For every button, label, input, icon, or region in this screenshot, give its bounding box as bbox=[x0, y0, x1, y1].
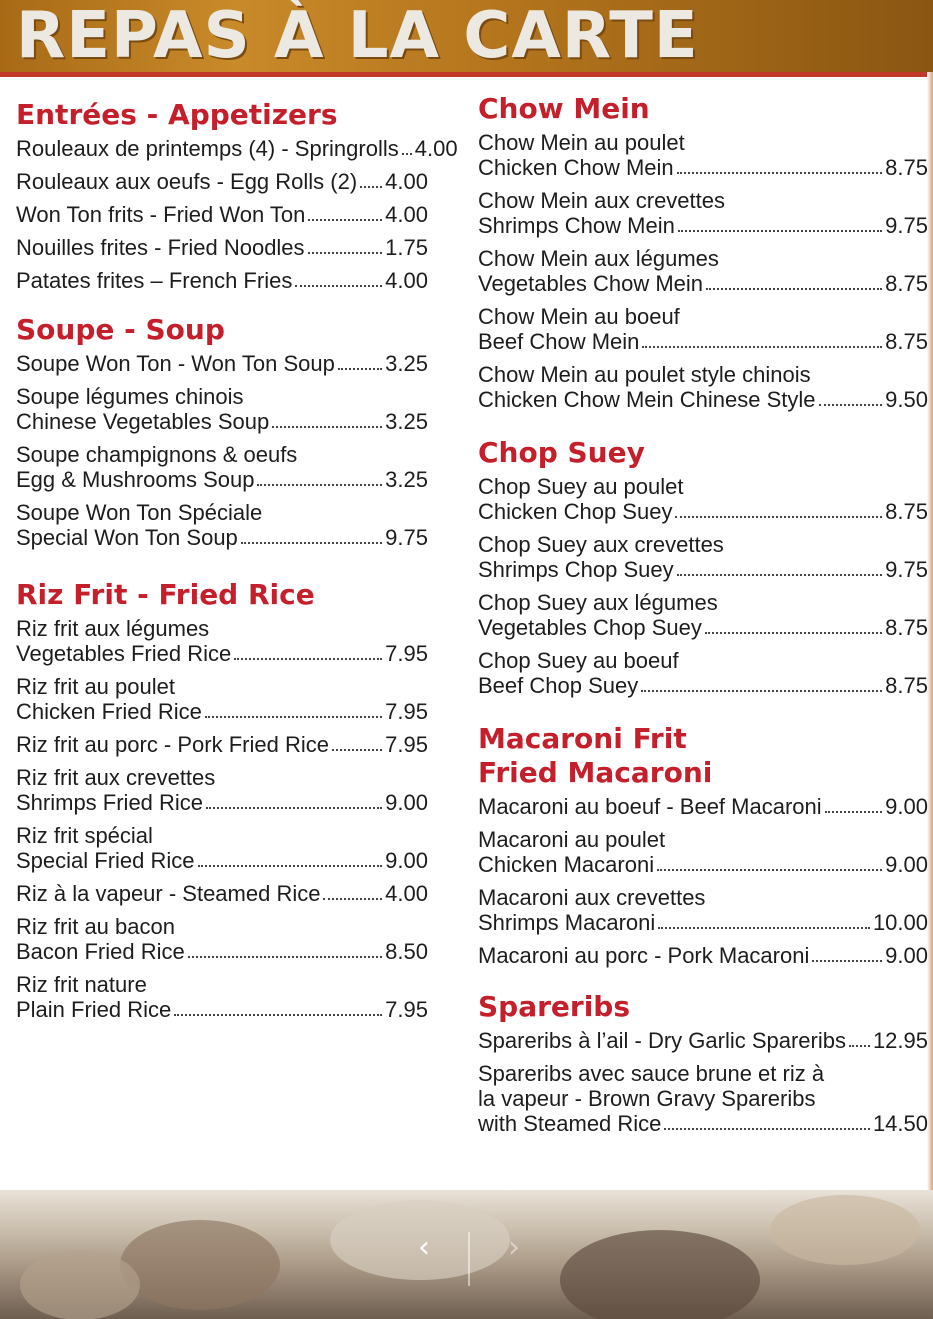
leader-dots bbox=[658, 927, 870, 929]
item-name: Shrimps Macaroni bbox=[478, 910, 656, 935]
item-name-french: Chow Mein aux crevettes bbox=[478, 188, 725, 213]
leader-dots bbox=[849, 1045, 870, 1047]
item-name: Rouleaux de printemps (4) - Springrolls bbox=[16, 136, 399, 161]
item-price: 4.00 bbox=[385, 169, 428, 194]
leader-dots bbox=[677, 574, 883, 576]
item-name: Vegetables Chow Mein bbox=[478, 271, 704, 296]
item-name: Chicken Chow Mein bbox=[478, 155, 674, 180]
leader-dots bbox=[677, 172, 883, 174]
leader-dots bbox=[819, 404, 883, 406]
menu-item bbox=[16, 765, 428, 815]
item-name: Chicken Chop Suey bbox=[478, 499, 673, 524]
menu-item bbox=[478, 246, 928, 296]
item-price: 9.00 bbox=[385, 848, 428, 873]
menu-item bbox=[16, 136, 458, 161]
leader-dots bbox=[205, 716, 382, 718]
menu-item bbox=[16, 268, 428, 293]
left-column bbox=[16, 98, 458, 1042]
item-name-french: Riz frit spécial bbox=[16, 823, 153, 848]
section-title-fried-rice: Riz Frit - Fried Rice bbox=[16, 578, 315, 611]
menu-item bbox=[16, 169, 428, 194]
item-price: 8.75 bbox=[885, 499, 928, 524]
menu-item bbox=[478, 362, 928, 412]
item-price: 8.75 bbox=[885, 271, 928, 296]
menu-item bbox=[478, 794, 928, 819]
item-price: 9.75 bbox=[885, 213, 928, 238]
item-name: Plain Fried Rice bbox=[16, 997, 172, 1022]
item-name-french: Chow Mein au boeuf bbox=[478, 304, 680, 329]
section-soup bbox=[16, 313, 428, 550]
item-price: 7.95 bbox=[385, 997, 428, 1022]
leader-dots bbox=[198, 865, 383, 867]
menu-item bbox=[16, 823, 428, 873]
leader-dots bbox=[206, 807, 382, 809]
item-price: 10.00 bbox=[872, 910, 928, 935]
item-price: 9.00 bbox=[885, 794, 928, 819]
page-title: REPAS À LA CARTE bbox=[16, 0, 699, 73]
item-price: 8.50 bbox=[385, 939, 428, 964]
item-name: Nouilles frites - Fried Noodles bbox=[16, 235, 305, 260]
item-price: 3.25 bbox=[385, 467, 428, 492]
item-name-french: Chop Suey au poulet bbox=[478, 474, 684, 499]
leader-dots bbox=[308, 219, 382, 221]
leader-dots bbox=[308, 252, 383, 254]
item-name: Beef Chop Suey bbox=[478, 673, 639, 698]
item-name: Special Fried Rice bbox=[16, 848, 195, 873]
item-name: with Steamed Rice bbox=[478, 1111, 662, 1136]
right-column bbox=[478, 92, 928, 1156]
item-price: 9.75 bbox=[885, 557, 928, 582]
item-name-french: Riz frit aux légumes bbox=[16, 616, 210, 641]
item-name: Chinese Vegetables Soup bbox=[16, 409, 270, 434]
item-name-french: Soupe Won Ton Spéciale bbox=[16, 500, 263, 525]
section-title-soup: Soupe - Soup bbox=[16, 313, 225, 346]
menu-item bbox=[16, 351, 428, 376]
item-name: Beef Chow Mein bbox=[478, 329, 640, 354]
item-name: Chicken Chow Mein Chinese Style bbox=[478, 387, 816, 412]
item-name: Chicken Macaroni bbox=[478, 852, 655, 877]
item-price: 8.75 bbox=[885, 329, 928, 354]
section-title-appetizers: Entrées - Appetizers bbox=[16, 98, 338, 131]
item-name-french: Riz frit nature bbox=[16, 972, 147, 997]
item-name-french: Chop Suey au boeuf bbox=[478, 648, 679, 673]
item-price: 3.25 bbox=[385, 351, 428, 376]
menu-item bbox=[478, 188, 928, 238]
item-name: Rouleaux aux oeufs - Egg Rolls (2) bbox=[16, 169, 358, 194]
item-name: Macaroni au boeuf - Beef Macaroni bbox=[478, 794, 822, 819]
leader-dots bbox=[323, 898, 382, 900]
item-price: 8.75 bbox=[885, 155, 928, 180]
leader-dots bbox=[257, 484, 382, 486]
item-price: 7.95 bbox=[385, 732, 428, 757]
item-price: 7.95 bbox=[385, 699, 428, 724]
leader-dots bbox=[241, 542, 382, 544]
item-name-french: Riz frit aux crevettes bbox=[16, 765, 216, 790]
chevron-left-icon[interactable]: ‹ bbox=[418, 1230, 430, 1265]
leader-dots bbox=[678, 230, 882, 232]
item-name: Chicken Fried Rice bbox=[16, 699, 202, 724]
section-title-chow-mein: Chow Mein bbox=[478, 92, 650, 125]
item-name: Riz à la vapeur - Steamed Rice bbox=[16, 881, 321, 906]
item-name-french: Riz frit au poulet bbox=[16, 674, 175, 699]
menu-item bbox=[16, 442, 428, 492]
chevron-right-icon[interactable]: › bbox=[508, 1230, 520, 1265]
leader-dots bbox=[825, 811, 883, 813]
item-name-french: Chop Suey aux légumes bbox=[478, 590, 718, 615]
item-name-french: Spareribs avec sauce brune et riz à bbox=[478, 1061, 825, 1086]
menu-item bbox=[478, 1061, 928, 1136]
leader-dots bbox=[295, 285, 382, 287]
leader-dots bbox=[641, 690, 882, 692]
menu-item bbox=[16, 616, 428, 666]
item-price: 3.25 bbox=[385, 409, 428, 434]
photo-blob bbox=[120, 1220, 280, 1310]
item-name: Riz frit au porc - Pork Fried Rice bbox=[16, 732, 329, 757]
leader-dots bbox=[332, 749, 382, 751]
menu-item bbox=[16, 235, 428, 260]
item-name-french: Macaroni au poulet bbox=[478, 827, 666, 852]
menu-item bbox=[478, 827, 928, 877]
section-macaroni bbox=[478, 722, 928, 968]
menu-item bbox=[478, 648, 928, 698]
leader-dots bbox=[188, 956, 382, 958]
leader-dots bbox=[675, 516, 882, 518]
item-price: 9.00 bbox=[885, 852, 928, 877]
item-name-french: Chow Mein aux légumes bbox=[478, 246, 719, 271]
leader-dots bbox=[706, 288, 882, 290]
photo-blob bbox=[20, 1250, 140, 1319]
item-name: Spareribs à l’ail - Dry Garlic Spareribs bbox=[478, 1028, 846, 1053]
item-name-french: Chow Mein au poulet bbox=[478, 130, 685, 155]
section-title-spareribs: Spareribs bbox=[478, 990, 631, 1023]
item-price: 9.00 bbox=[385, 790, 428, 815]
menu-item bbox=[478, 532, 928, 582]
menu-item bbox=[478, 474, 928, 524]
section-title-chop-suey: Chop Suey bbox=[478, 436, 645, 469]
item-price: 14.50 bbox=[872, 1111, 928, 1136]
section-chop-suey bbox=[478, 436, 928, 698]
item-price: 9.00 bbox=[885, 943, 928, 968]
item-price: 8.75 bbox=[885, 615, 928, 640]
leader-dots bbox=[234, 658, 382, 660]
food-photo bbox=[0, 1190, 933, 1319]
item-name-french-2: la vapeur - Brown Gravy Spareribs bbox=[478, 1086, 816, 1111]
leader-dots bbox=[360, 186, 382, 188]
section-title-macaroni bbox=[478, 722, 928, 790]
item-price: 9.75 bbox=[385, 525, 428, 550]
menu-item bbox=[16, 384, 428, 434]
item-name: Vegetables Fried Rice bbox=[16, 641, 232, 666]
menu-item bbox=[16, 202, 428, 227]
menu-item bbox=[478, 130, 928, 180]
item-name: Shrimps Fried Rice bbox=[16, 790, 204, 815]
item-price: 4.00 bbox=[414, 136, 458, 161]
item-name-french: Macaroni aux crevettes bbox=[478, 885, 706, 910]
leader-dots bbox=[338, 368, 382, 370]
item-name: Patates frites – French Fries bbox=[16, 268, 293, 293]
section-fried-rice bbox=[16, 578, 428, 1022]
photo-blob bbox=[770, 1195, 920, 1265]
item-name-french: Soupe légumes chinois bbox=[16, 384, 244, 409]
leader-dots bbox=[272, 426, 382, 428]
item-name: Vegetables Chop Suey bbox=[478, 615, 702, 640]
menu-item bbox=[16, 500, 428, 550]
menu-item bbox=[478, 1028, 928, 1053]
item-price: 7.95 bbox=[385, 641, 428, 666]
section-spareribs bbox=[478, 990, 928, 1136]
menu-item bbox=[16, 881, 428, 906]
menu-item bbox=[478, 304, 928, 354]
item-name-french: Chop Suey aux crevettes bbox=[478, 532, 724, 557]
item-name: Shrimps Chop Suey bbox=[478, 557, 674, 582]
item-name: Shrimps Chow Mein bbox=[478, 213, 675, 238]
section-chow-mein bbox=[478, 92, 928, 412]
menu-item bbox=[16, 674, 428, 724]
item-price: 4.00 bbox=[385, 881, 428, 906]
item-price: 12.95 bbox=[872, 1028, 928, 1053]
item-price: 4.00 bbox=[385, 202, 428, 227]
item-name: Bacon Fried Rice bbox=[16, 939, 185, 964]
menu-item bbox=[16, 732, 428, 757]
section-title-macaroni-en: Fried Macaroni bbox=[478, 756, 713, 789]
item-name-french: Riz frit au bacon bbox=[16, 914, 175, 939]
leader-dots bbox=[402, 153, 412, 155]
leader-dots bbox=[664, 1128, 870, 1130]
menu-item bbox=[478, 943, 928, 968]
menu-item bbox=[16, 972, 428, 1022]
item-price: 8.75 bbox=[885, 673, 928, 698]
menu-item bbox=[478, 590, 928, 640]
section-appetizers bbox=[16, 98, 458, 293]
leader-dots bbox=[657, 869, 882, 871]
header-banner bbox=[0, 0, 933, 77]
item-name-french: Soupe champignons & oeufs bbox=[16, 442, 298, 467]
leader-dots bbox=[705, 632, 882, 634]
item-name: Egg & Mushrooms Soup bbox=[16, 467, 255, 492]
item-name: Special Won Ton Soup bbox=[16, 525, 238, 550]
item-name-french: Chow Mein au poulet style chinois bbox=[478, 362, 811, 387]
item-name: Soupe Won Ton - Won Ton Soup bbox=[16, 351, 335, 376]
item-price: 9.50 bbox=[885, 387, 928, 412]
item-name: Macaroni au porc - Pork Macaroni bbox=[478, 943, 810, 968]
leader-dots bbox=[174, 1014, 382, 1016]
photo-blob bbox=[560, 1230, 760, 1319]
item-price: 4.00 bbox=[385, 268, 428, 293]
leader-dots bbox=[642, 346, 882, 348]
menu-item bbox=[16, 914, 428, 964]
leader-dots bbox=[812, 960, 882, 962]
nav-divider bbox=[468, 1232, 470, 1286]
item-name: Won Ton frits - Fried Won Ton bbox=[16, 202, 306, 227]
item-price: 1.75 bbox=[385, 235, 428, 260]
menu-item bbox=[478, 885, 928, 935]
section-title-macaroni-fr: Macaroni Frit bbox=[478, 722, 687, 755]
